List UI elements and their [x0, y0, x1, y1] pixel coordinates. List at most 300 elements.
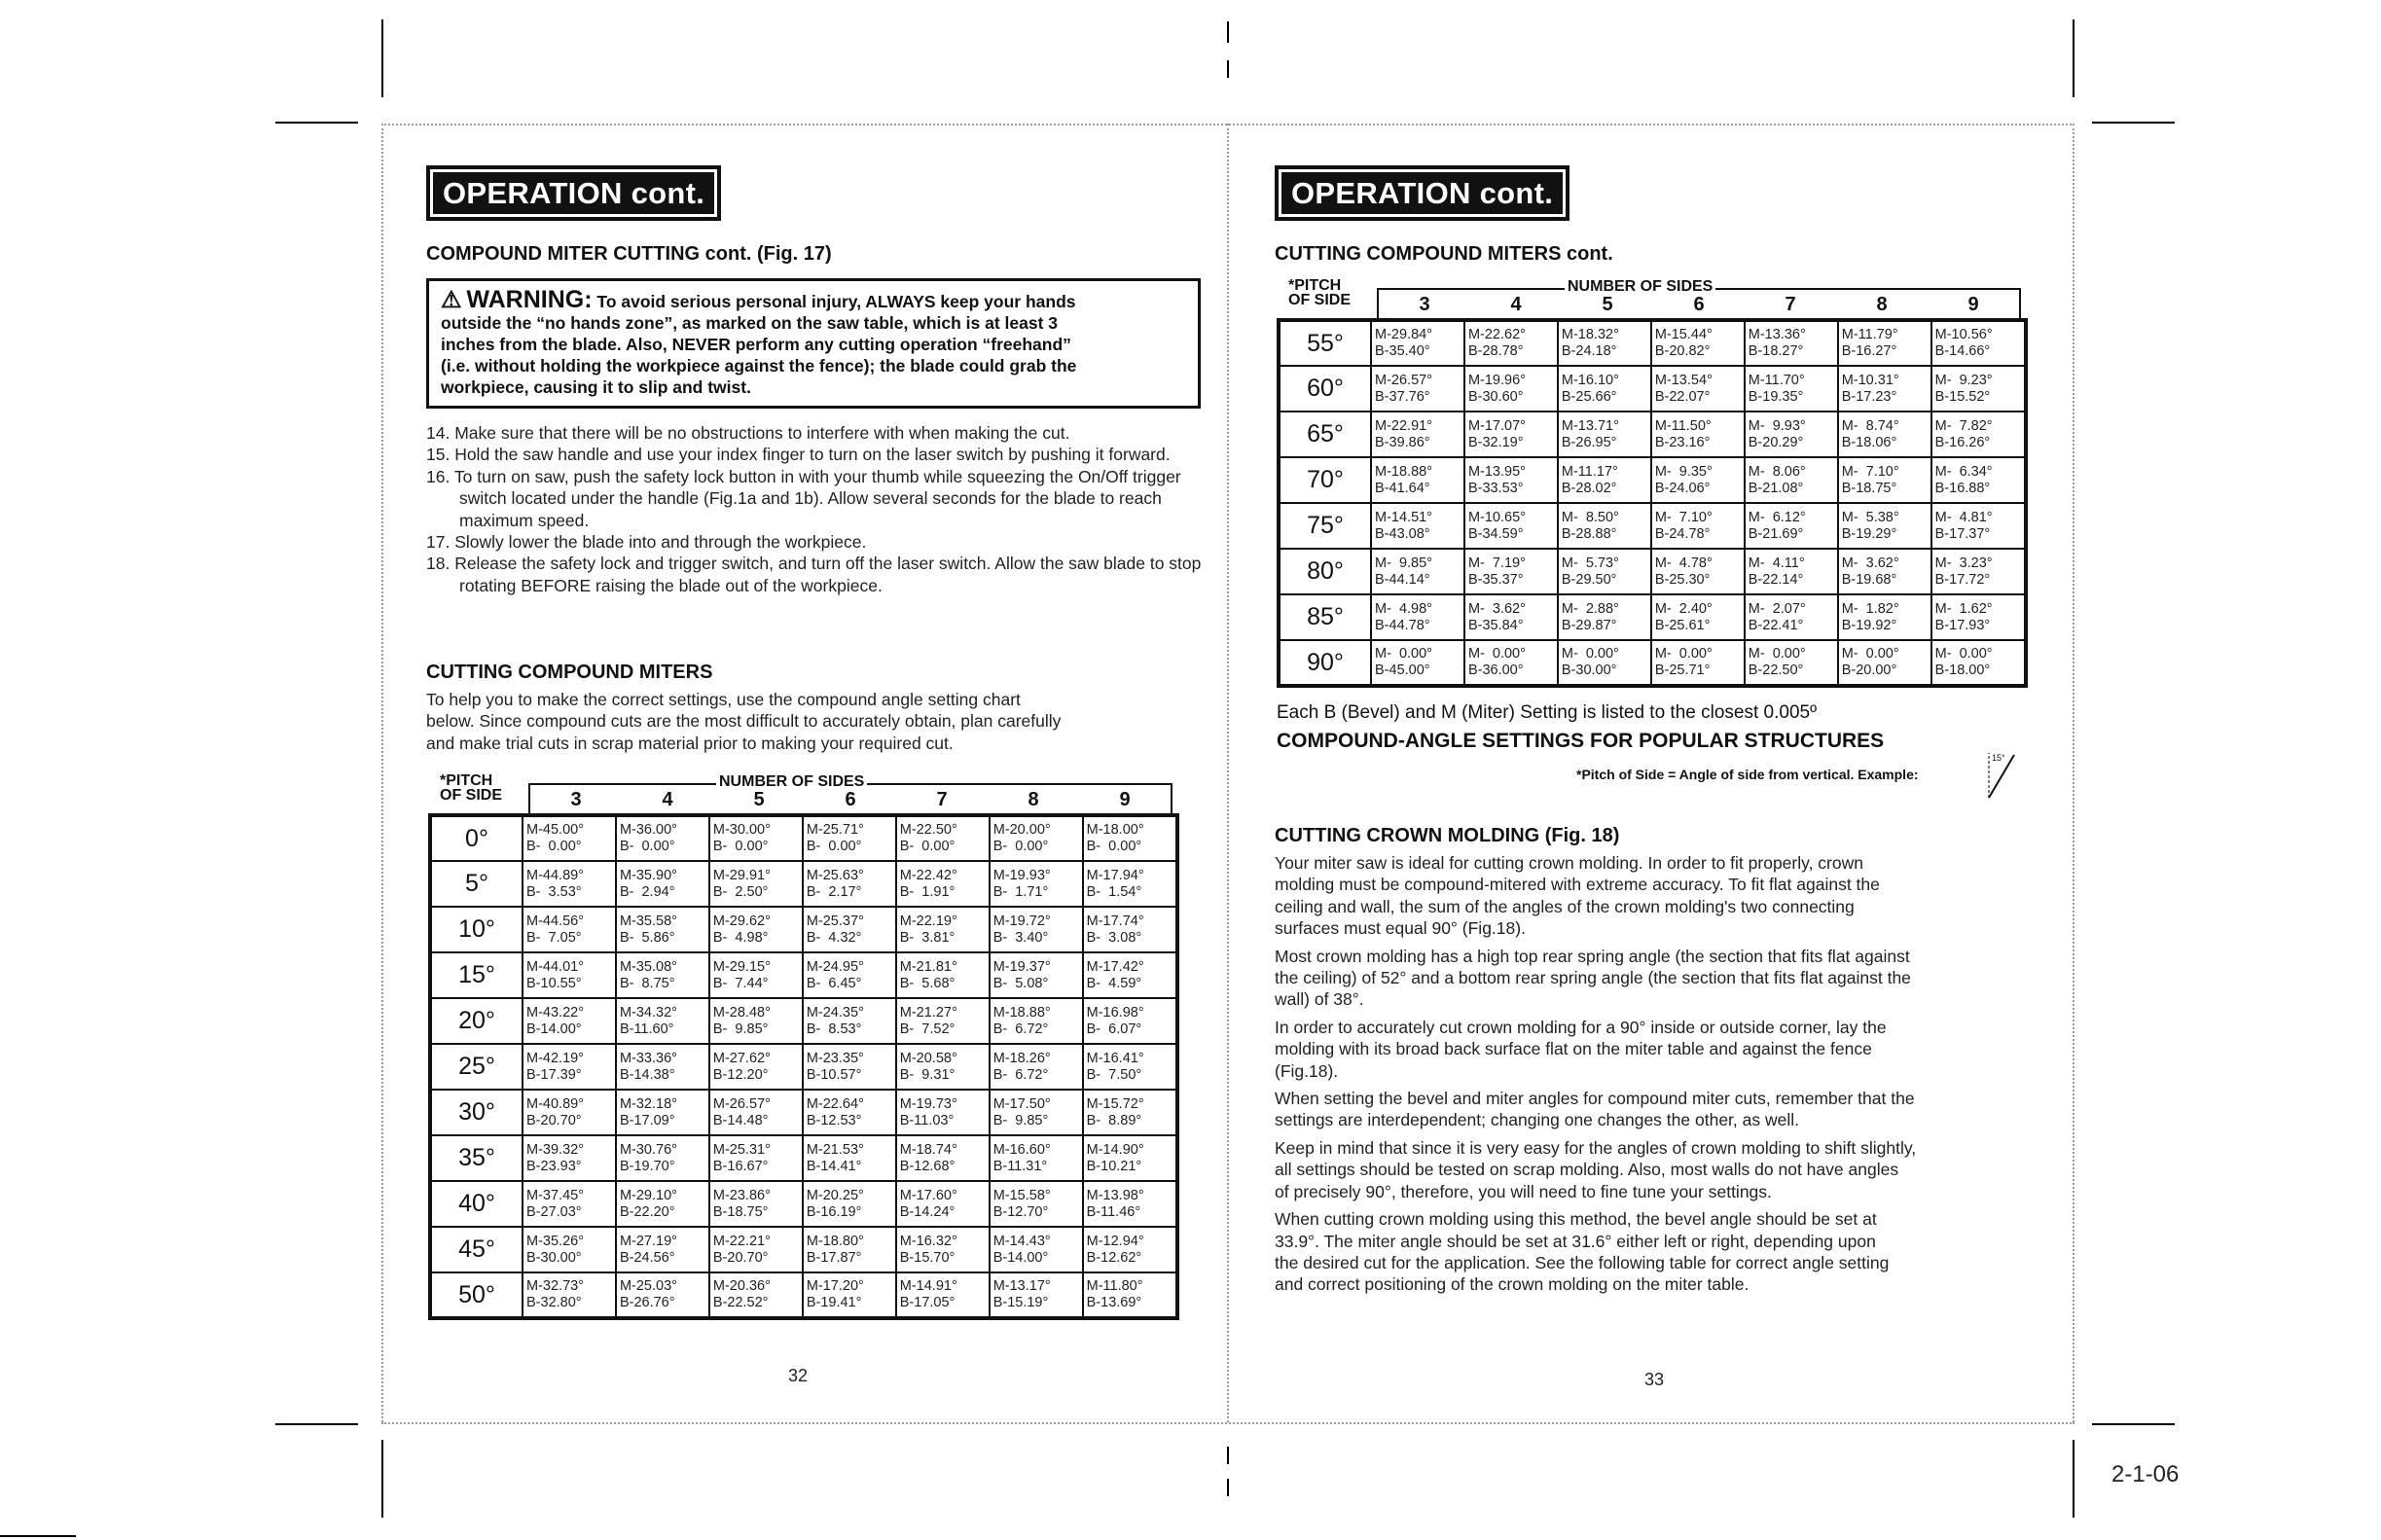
miter-bevel-cell [523, 1044, 616, 1090]
miter-bevel-cell [1464, 594, 1558, 640]
bevel-value: B-33.53° [1467, 480, 1524, 496]
miter-value: M-13.54° [1654, 372, 1713, 388]
side-count: 7 [1785, 294, 1796, 315]
miter-bevel-cell [896, 907, 990, 952]
miter-bevel-cell [1083, 815, 1177, 861]
footer-rule [0, 1535, 76, 1537]
miter-bevel-cell [1651, 503, 1745, 549]
miter-value: M-17.74° [1086, 913, 1144, 929]
miter-bevel-cell [1745, 594, 1838, 640]
miter-value: M-16.60° [992, 1141, 1051, 1158]
example-angle-label: 15° [1992, 753, 2005, 763]
miter-value: M-29.10° [619, 1187, 677, 1203]
bevel-value: B- 2.17° [806, 883, 862, 900]
miter-value: M-36.00° [619, 822, 677, 838]
miter-bevel-cell [803, 815, 896, 861]
miter-value: M-35.08° [619, 958, 677, 975]
miter-bevel-cell [990, 1135, 1083, 1181]
bevel-value: B-28.78° [1467, 343, 1524, 359]
pitch-example-icon [1983, 751, 2022, 800]
miter-bevel-cell [1931, 594, 2026, 640]
miter-value: M-22.50° [899, 822, 957, 838]
miter-value: M-37.45° [526, 1187, 584, 1203]
angle-row [1279, 549, 2026, 594]
miter-bevel-cell [523, 907, 616, 952]
miter-value: M- 8.50° [1561, 509, 1619, 525]
miter-value: M-19.93° [992, 867, 1051, 883]
miter-bevel-cell [990, 1181, 1083, 1227]
bevel-value: B- 1.91° [899, 883, 956, 900]
bevel-value: B- 5.68° [899, 975, 956, 991]
miter-value: M-24.95° [806, 958, 864, 975]
pitch-angle-cell: 10° [430, 907, 523, 952]
miter-value: M-17.07° [1467, 417, 1526, 434]
bevel-value: B- 0.00° [992, 839, 1049, 854]
pitch-label: *PITCH OF SIDE [440, 772, 503, 804]
bevel-value: B-17.93° [1934, 617, 1991, 633]
crop-mark [2073, 1440, 2074, 1518]
miter-value: M-20.00° [992, 822, 1051, 838]
miter-value: M-16.41° [1086, 1050, 1144, 1066]
miter-bevel-cell [616, 907, 709, 952]
crown-molding-heading: CUTTING CROWN MOLDING (Fig. 18) [1275, 825, 1620, 846]
bevel-value: B-28.02° [1561, 480, 1617, 496]
pitch-angle-cell: 5° [430, 861, 523, 907]
miter-bevel-cell [523, 1090, 616, 1135]
bevel-value: B- 4.98° [712, 929, 769, 946]
miter-value: M-18.32° [1561, 327, 1619, 342]
miter-bevel-cell [616, 1272, 709, 1318]
bevel-value: B- 6.45° [806, 975, 862, 991]
miter-bevel-cell [990, 907, 1083, 952]
miter-bevel-cell [709, 1272, 803, 1318]
bevel-value: B-10.55° [526, 975, 582, 991]
miter-value: M- 1.62° [1934, 600, 1993, 617]
bevel-value: B- 0.00° [806, 839, 862, 854]
miter-bevel-cell [896, 998, 990, 1044]
pitch-angle-cell: 80° [1279, 549, 1371, 594]
bevel-value: B-20.29° [1748, 434, 1804, 450]
miter-bevel-cell [1464, 412, 1558, 457]
miter-bevel-cell [990, 998, 1083, 1044]
miter-value: M- 7.10° [1654, 509, 1713, 525]
miter-value: M-13.71° [1561, 417, 1619, 434]
side-count: 4 [662, 789, 673, 810]
miter-value: M-22.19° [899, 913, 957, 929]
bevel-value: B- 4.32° [806, 929, 862, 946]
paragraph-line: In order to accurately cut crown molding for a 90° inside or outside corner, lay the [1275, 1017, 1887, 1037]
instruction-steps [426, 422, 1205, 596]
bevel-value: B-15.70° [899, 1249, 956, 1266]
popular-structures-title: COMPOUND-ANGLE SETTINGS FOR POPULAR STRUCTURES [1277, 730, 1885, 752]
angle-row [430, 998, 1177, 1044]
bevel-value: B- 7.50° [1086, 1066, 1142, 1083]
side-count: 5 [1602, 294, 1613, 315]
compound-angle-table-55-90 [1277, 318, 2028, 688]
bevel-value: B- 3.53° [526, 883, 582, 900]
miter-value: M- 0.00° [1841, 646, 1899, 662]
pitch-angle-cell: 30° [430, 1090, 523, 1135]
bevel-value: B- 5.86° [619, 929, 675, 946]
bevel-value: B-12.53° [806, 1112, 862, 1128]
miter-value: M-27.19° [619, 1233, 677, 1249]
crop-mark [2092, 1423, 2175, 1425]
miter-value: M- 7.10° [1841, 463, 1899, 480]
document-code: 2-1-06 [2111, 1461, 2180, 1487]
miter-value: M-13.95° [1467, 463, 1526, 480]
bevel-value: B-19.70° [619, 1158, 675, 1174]
bevel-value: B- 1.71° [992, 883, 1049, 900]
miter-value: M- 0.00° [1561, 646, 1619, 662]
miter-value: M- 9.85° [1375, 555, 1432, 571]
bevel-value: B- 8.75° [619, 975, 675, 991]
pitch-angle-cell: 85° [1279, 594, 1371, 640]
bevel-value: B- 3.08° [1086, 929, 1142, 946]
pitch-angle-cell: 60° [1279, 366, 1371, 412]
paragraph-line: Your miter saw is ideal for cutting crown molding. In order to fit properly, crown [1275, 853, 1863, 873]
bevel-value: B-14.38° [619, 1066, 675, 1083]
bevel-value: B- 7.52° [899, 1021, 956, 1037]
bevel-value: B-19.29° [1841, 525, 1897, 542]
miter-value: M- 1.82° [1841, 600, 1899, 617]
bevel-value: B-32.19° [1467, 434, 1524, 450]
bevel-value: B-14.00° [526, 1021, 582, 1037]
angle-row [430, 1135, 1177, 1181]
center-mark [1227, 60, 1229, 78]
miter-bevel-cell [523, 815, 616, 861]
miter-value: M-24.35° [806, 1004, 864, 1021]
miter-bevel-cell [1558, 412, 1651, 457]
paragraph-line: of precisely 90°, therefore, you will need to fine tune your settings. [1275, 1181, 1772, 1201]
angle-row [430, 815, 1177, 861]
page-border [2073, 124, 2074, 1422]
miter-bevel-cell [896, 1135, 990, 1181]
paragraph-line: the ceiling) of 52° and a bottom rear spring angle (the section that fits flat against the [1275, 968, 1911, 988]
crop-mark [275, 1423, 358, 1425]
bevel-value: B-29.50° [1561, 571, 1617, 588]
miter-value: M-34.32° [619, 1004, 677, 1021]
bevel-value: B-11.03° [899, 1112, 955, 1128]
miter-value: M- 6.34° [1934, 463, 1993, 480]
pitch-label: *PITCH OF SIDE [1288, 277, 1352, 308]
miter-bevel-cell [1651, 549, 1745, 594]
bevel-value: B- 7.44° [712, 975, 769, 991]
side-count: 6 [845, 789, 856, 810]
miter-value: M-16.10° [1561, 372, 1619, 388]
miter-value: M-35.90° [619, 867, 677, 883]
center-mark [1227, 1479, 1229, 1496]
paragraph-line: When cutting crown molding using this method, the bevel angle should be set at [1275, 1209, 1877, 1230]
miter-bevel-cell [803, 952, 896, 998]
pitch-definition-note: *Pitch of Side = Angle of side from vertical. Example: [1576, 767, 1919, 782]
miter-bevel-cell [1464, 457, 1558, 503]
bevel-value: B-17.39° [526, 1066, 582, 1083]
miter-value: M- 5.73° [1561, 555, 1619, 571]
miter-value: M-44.01° [526, 958, 584, 975]
warning-text: (i.e. without holding the workpiece against the fence); the blade could grab the [441, 356, 1077, 376]
miter-bevel-cell [990, 861, 1083, 907]
miter-bevel-cell [709, 1181, 803, 1227]
bevel-value: B-18.06° [1841, 434, 1897, 450]
miter-value: M-14.43° [992, 1233, 1051, 1249]
miter-value: M- 0.00° [1748, 646, 1806, 662]
pitch-angle-cell: 75° [1279, 503, 1371, 549]
bevel-value: B-14.66° [1934, 343, 1991, 359]
angle-row [430, 1044, 1177, 1090]
bevel-value: B-22.20° [619, 1203, 675, 1220]
miter-bevel-cell [1371, 366, 1464, 412]
miter-value: M-11.79° [1841, 327, 1898, 342]
step-item: 18. Release the safety lock and trigger switch, and turn off the laser switch. Allow the saw blade to stop rotating BEFORE raising the blade out of the workpiece. [426, 554, 1202, 595]
miter-bevel-cell [1651, 412, 1745, 457]
miter-bevel-cell [709, 952, 803, 998]
angle-row [1279, 457, 2026, 503]
chart-header [428, 773, 1177, 817]
miter-bevel-cell [709, 861, 803, 907]
bevel-value: B-28.88° [1561, 525, 1617, 542]
miter-bevel-cell [1371, 503, 1464, 549]
bevel-value: B-18.75° [712, 1203, 769, 1220]
angle-row [1279, 594, 2026, 640]
crop-mark [2092, 122, 2175, 124]
angle-row [430, 1181, 1177, 1227]
miter-value: M-35.26° [526, 1233, 584, 1249]
miter-value: M-11.70° [1748, 372, 1805, 388]
miter-bevel-cell [709, 815, 803, 861]
side-count-row [530, 789, 1172, 811]
setting-precision-note: Each B (Bevel) and M (Miter) Setting is listed to the closest 0.005º [1277, 702, 1818, 723]
bevel-value: B-16.67° [712, 1158, 769, 1174]
miter-value: M-21.81° [899, 958, 957, 975]
miter-bevel-cell [709, 1227, 803, 1272]
miter-value: M- 2.88° [1561, 600, 1619, 617]
miter-value: M- 2.40° [1654, 600, 1713, 617]
warning-text: To avoid serious personal injury, ALWAYS keep your hands [596, 292, 1076, 311]
bevel-value: B- 0.00° [1086, 839, 1142, 854]
bevel-value: B-21.69° [1748, 525, 1804, 542]
bevel-value: B-19.92° [1841, 617, 1897, 633]
pitch-angle-cell: 55° [1279, 320, 1371, 366]
miter-bevel-cell [1838, 594, 1931, 640]
angle-row [430, 861, 1177, 907]
bevel-value: B-18.27° [1748, 343, 1804, 359]
angle-row [430, 1272, 1177, 1318]
miter-bevel-cell [1838, 457, 1931, 503]
miter-bevel-cell [1558, 640, 1651, 686]
bevel-value: B- 0.00° [899, 839, 956, 854]
paragraph-line: Most crown molding has a high top rear spring angle (the section that fits flat against [1275, 946, 1910, 966]
bevel-value: B-36.00° [1467, 663, 1524, 678]
miter-bevel-cell [1745, 549, 1838, 594]
miter-value: M-19.72° [992, 913, 1051, 929]
miter-value: M-10.56° [1934, 327, 1993, 342]
miter-bevel-cell [1083, 1227, 1177, 1272]
bevel-value: B- 0.00° [619, 839, 675, 854]
miter-value: M-11.80° [1086, 1278, 1143, 1294]
bevel-value: B-37.76° [1375, 388, 1430, 405]
miter-value: M-20.36° [712, 1278, 771, 1294]
bevel-value: B-35.40° [1375, 343, 1430, 359]
miter-value: M-21.53° [806, 1141, 864, 1158]
miter-bevel-cell [523, 1135, 616, 1181]
miter-value: M-14.91° [899, 1278, 957, 1294]
page-border [381, 124, 383, 1422]
section-paragraph [426, 689, 1205, 754]
miter-value: M-26.57° [1375, 372, 1432, 388]
miter-bevel-cell [1464, 320, 1558, 366]
page-heading: CUTTING COMPOUND MITERS cont. [1275, 243, 1613, 265]
miter-value: M-29.15° [712, 958, 771, 975]
miter-bevel-cell [1464, 640, 1558, 686]
bevel-value: B-12.62° [1086, 1249, 1142, 1266]
miter-value: M-42.19° [526, 1050, 584, 1066]
miter-bevel-cell [990, 1044, 1083, 1090]
side-count: 9 [1119, 789, 1131, 810]
bevel-value: B-39.86° [1375, 434, 1430, 450]
paragraph-line: all settings should be tested on scrap molding. Also, most walls do not have angles [1275, 1160, 1899, 1180]
miter-value: M-11.50° [1654, 417, 1712, 434]
miter-bevel-cell [523, 861, 616, 907]
bevel-value: B-25.30° [1654, 571, 1711, 588]
bevel-value: B-17.37° [1934, 525, 1991, 542]
bevel-value: B-10.57° [806, 1066, 862, 1083]
miter-bevel-cell [1745, 366, 1838, 412]
miter-bevel-cell [896, 1181, 990, 1227]
miter-value: M- 4.11° [1748, 555, 1805, 571]
miter-value: M- 6.12° [1748, 509, 1806, 525]
miter-bevel-cell [1558, 549, 1651, 594]
miter-value: M-18.26° [992, 1050, 1051, 1066]
miter-value: M- 0.00° [1654, 646, 1713, 662]
crop-mark [2073, 19, 2074, 97]
miter-bevel-cell [1931, 503, 2026, 549]
miter-bevel-cell [616, 815, 709, 861]
miter-value: M-22.64° [806, 1095, 864, 1112]
miter-bevel-cell [1931, 640, 2026, 686]
side-count: 4 [1510, 294, 1522, 315]
paragraph-line: When setting the bevel and miter angles for compound miter cuts, remember that the [1275, 1089, 1915, 1109]
pitch-angle-cell: 45° [430, 1227, 523, 1272]
bevel-value: B-34.59° [1467, 525, 1524, 542]
miter-value: M- 7.19° [1467, 555, 1526, 571]
pitch-angle-cell: 20° [430, 998, 523, 1044]
bevel-value: B- 9.85° [992, 1112, 1049, 1128]
miter-bevel-cell [1558, 594, 1651, 640]
miter-value: M- 5.38° [1841, 509, 1899, 525]
miter-bevel-cell [616, 1181, 709, 1227]
warning-text: outside the “no hands zone”, as marked on the saw table, which is at least 3 [441, 313, 1059, 333]
miter-value: M-18.88° [992, 1004, 1051, 1021]
page-number: 32 [788, 1366, 809, 1385]
miter-bevel-cell [803, 861, 896, 907]
miter-value: M-28.48° [712, 1004, 771, 1021]
miter-bevel-cell [616, 952, 709, 998]
miter-bevel-cell [803, 1135, 896, 1181]
bevel-value: B-20.70° [526, 1112, 582, 1128]
miter-value: M-23.35° [806, 1050, 864, 1066]
miter-value: M-22.42° [899, 867, 957, 883]
miter-bevel-cell [803, 1044, 896, 1090]
miter-value: M-25.63° [806, 867, 864, 883]
miter-value: M- 0.00° [1375, 646, 1432, 662]
warning-title: WARNING: [466, 286, 593, 313]
miter-bevel-cell [896, 1272, 990, 1318]
page-spine [1227, 124, 1229, 1422]
miter-bevel-cell [709, 998, 803, 1044]
miter-bevel-cell [709, 1090, 803, 1135]
miter-value: M-27.62° [712, 1050, 771, 1066]
miter-bevel-cell [803, 1090, 896, 1135]
bevel-value: B-24.78° [1654, 525, 1711, 542]
bevel-value: B-35.37° [1467, 571, 1524, 588]
miter-bevel-cell [1083, 952, 1177, 998]
angle-row [430, 1090, 1177, 1135]
miter-bevel-cell [1745, 457, 1838, 503]
miter-value: M-19.73° [899, 1095, 957, 1112]
miter-bevel-cell [1083, 1181, 1177, 1227]
bevel-value: B-20.00° [1841, 663, 1897, 678]
paragraph-line: and correct positioning of the crown molding on the miter table. [1275, 1274, 1750, 1295]
miter-value: M- 9.23° [1934, 372, 1993, 388]
miter-bevel-cell [1083, 1272, 1177, 1318]
bevel-value: B-44.14° [1375, 571, 1430, 588]
bevel-value: B-23.16° [1654, 434, 1711, 450]
miter-value: M-13.98° [1086, 1187, 1144, 1203]
miter-value: M- 8.74° [1841, 417, 1899, 434]
miter-value: M- 3.62° [1467, 600, 1526, 617]
bevel-value: B-17.09° [619, 1112, 675, 1128]
miter-bevel-cell [709, 1044, 803, 1090]
miter-bevel-cell [803, 1181, 896, 1227]
bevel-value: B-26.76° [619, 1295, 675, 1310]
paragraph-line: wall) of 38°. [1275, 989, 1364, 1010]
miter-bevel-cell [1083, 861, 1177, 907]
miter-bevel-cell [1371, 594, 1464, 640]
bevel-value: B-22.07° [1654, 388, 1711, 405]
bevel-value: B-23.93° [526, 1158, 582, 1174]
miter-value: M-40.89° [526, 1095, 584, 1112]
miter-bevel-cell [803, 1272, 896, 1318]
miter-value: M-13.36° [1748, 327, 1806, 342]
paragraph-line: settings are interdependent; changing one changes the other, as well. [1275, 1110, 1799, 1130]
bevel-value: B-22.14° [1748, 571, 1804, 588]
miter-bevel-cell [990, 1090, 1083, 1135]
miter-value: M-30.00° [712, 822, 771, 838]
miter-value: M-35.58° [619, 913, 677, 929]
bevel-value: B-41.64° [1375, 480, 1430, 496]
miter-value: M- 0.00° [1934, 646, 1993, 662]
bevel-value: B-18.00° [1934, 663, 1991, 678]
miter-value: M-14.90° [1086, 1141, 1144, 1158]
bevel-value: B-21.08° [1748, 480, 1804, 496]
miter-bevel-cell [616, 1090, 709, 1135]
miter-value: M-19.96° [1467, 372, 1526, 388]
bevel-value: B- 6.72° [992, 1021, 1049, 1037]
miter-value: M-11.17° [1561, 463, 1618, 480]
miter-value: M-18.88° [1375, 463, 1432, 480]
pitch-angle-cell: 25° [430, 1044, 523, 1090]
center-mark [1227, 1447, 1229, 1464]
section-banner: OPERATION cont. [1275, 165, 1569, 221]
bevel-value: B-16.19° [806, 1203, 862, 1220]
bevel-value: B-11.31° [992, 1158, 1048, 1174]
number-of-sides-label: NUMBER OF SIDES [1565, 278, 1715, 296]
miter-bevel-cell [523, 1181, 616, 1227]
number-of-sides-label: NUMBER OF SIDES [716, 773, 867, 791]
miter-bevel-cell [1931, 457, 2026, 503]
paragraph-line: the desired cut for the application. See the following table for correct angle setting [1275, 1252, 1890, 1272]
miter-value: M-22.91° [1375, 417, 1432, 434]
